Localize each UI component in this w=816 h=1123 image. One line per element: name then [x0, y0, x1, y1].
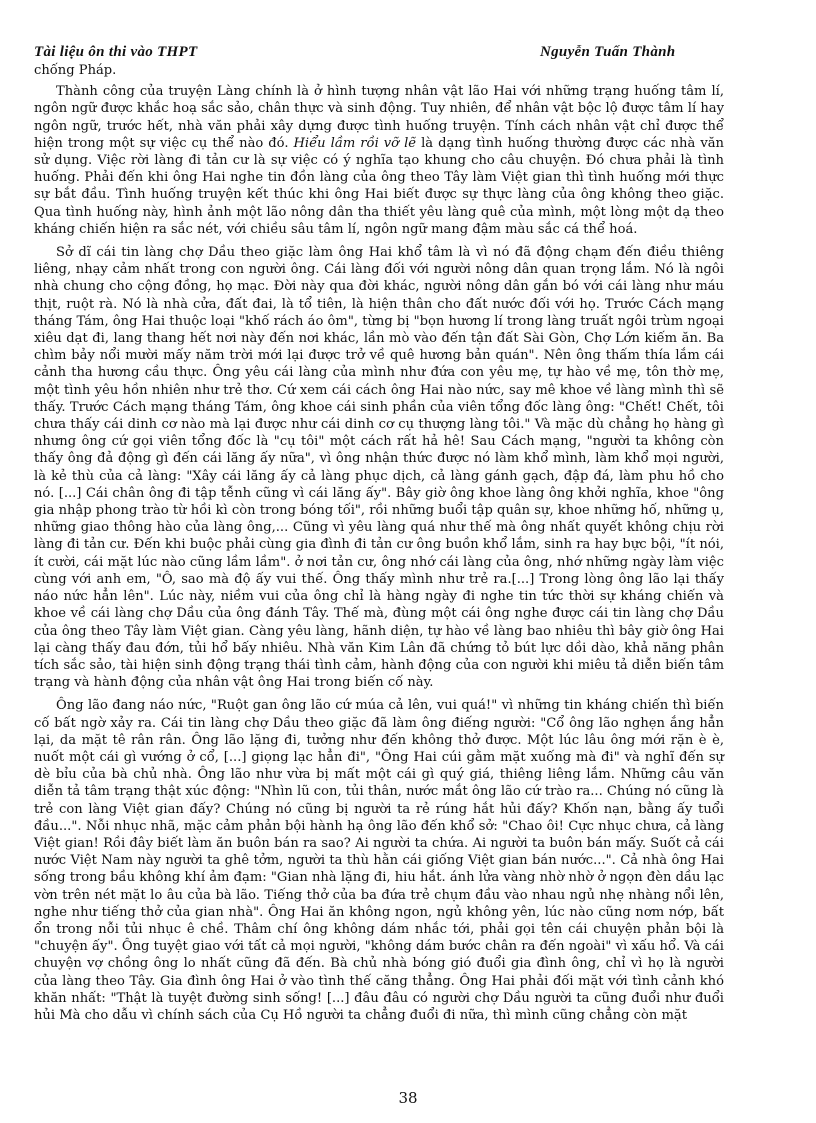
page-number: 38 — [398, 1089, 418, 1107]
paragraph-2: Sở dĩ cái tin làng chợ Dầu theo giặc làm ông Hai khổ tâm là vì nó đã động chạm đến điều thiêng liêng, nhạy cảm nhất trong con người ông. Cái làng đối với người nông dân quan trọng lắm. Nó là ngôi nhà chung cho cộng đồng, họ mạc. Đời này qua đời khác, người nông dân gắn bó với cái làng như máu thịt, ruột rà. Nó là nhà cửa, đất đai, là tổ tiên, là hiện thân cho đất nước đối với họ. Trước Cách mạng tháng Tám, ông Hai thuộc loại "khố rách áo ôm", từng bị "bọn hương lí trong làng truất ngôi trùm ngoại xiêu dạt đi, lang thang hết nơi này đến nơi khác, lần mò vào đến tận đất Sài Gòn, Chợ Lớn kiếm ăn. Ba chìm bảy nổi mười mấy năm trời mới lại được trở về quê hương bản quán". Nên ông thấm thía lắm cái cảnh tha hương cầu thực. Ông yêu cái làng của mình như đứa con yêu mẹ, tự hào về mẹ, tôn thờ mẹ, một tình yêu hồn nhiên như trẻ thơ. Cứ xem cái cách ông Hai nào nức, say mê khoe về làng mình thì sẽ thấy. Trước Cách mạng tháng Tám, ông khoe cái sinh phần của viên tổng đốc làng ông: "Chết! Chết, tôi chưa thấy cái dinh cơ nào mà lại được như cái dinh cơ cụ thượng làng tôi." Và mặc dù chẳng họ hàng gì nhưng ông cứ gọi viên tổng đốc là "cụ tôi" một cách rất hả hê! Sau Cách mạng, "người ta không còn thấy ông đả động gì đến cái lăng ấy nữa", vì ông nhận thức được nó làm khổ mình, làm khổ mọi người, là kẻ thù của cả làng: "Xây cái lăng ấy cả làng phục dịch, cả làng gánh gạch, đập đá, làm phu hồ cho nó. [...] Cái chân ông đi tập tễnh cũng vì cái lăng ấy". Bây giờ ông khoe làng ông khởi nghĩa, khoe "ông gia nhập phong trào từ hồi kì còn trong bóng tối", rồi những buổi tập quân sự, khoe những hố, những ụ, những giao thông hào của làng ông,... Cũng vì yêu làng quá như thế mà ông nhất quyết không chịu rời làng đi tản cư. Đến khi buộc phải cùng gia đình đi tản cư ông buồn khổ lắm, sinh ra hay bực bội, "ít nói, ít cười, cái mặt lúc nào cũng lầm lầm". ở nơi tản cư, ông nhớ cái làng của ông, nhớ những ngày làm việc cùng với anh em, "Ô, sao mà độ ấy vui thế. Ông thấy mình như trẻ ra.[...] Trong lòng ông lão lại thấy náo nức hẳn lên". Lúc này, niềm vui của ông chỉ là hàng ngày đi nghe tin tức thời sự kháng chiến và khoe về cái làng chợ Dầu của ông đánh Tây. Thế mà, đùng một cái ông nghe được cái tin làng chợ Dầu của ông theo Tây làm Việt gian. Càng yêu làng, hãnh diện, tự hào về làng bao nhiêu thì bây giờ ông Hai lại càng thấy đau đớn, tủi hổ bấy nhiêu. Nhà văn Kim Lân đã chứng tỏ bút lực dồi dào, khả năng phân tích sắc sảo, tài hiện sinh động trạng thái tình cảm, hành động của con người khi miêu tả diễn biến tâm trạng và hành động của nhân vật ông Hai trong biến cố này. — [34, 245, 724, 691]
header-title: Tài liệu ôn thi vào THPT — [34, 44, 198, 60]
paragraph-1-italic: Hiểu lầm rồi vỡ lẽ — [293, 135, 417, 151]
header-author: Nguyễn Tuấn Thành — [540, 44, 676, 60]
paragraph-1-text: Thành công của truyện Làng chính là ở hình tượng nhân vật lão Hai với những trạng huống tâm lí, ngôn ngữ được khắc hoạ sắc sảo, chân thực và sinh động. Tuy nhiên, để nhân vật bộc lộ được tâm lí hay ngôn ngữ, trước hết, nhà văn phải xây dựng được tình huống truyện. Tính cách nhân vật chỉ được thể hiện trong một sự việc cụ thể nào đó. — [34, 84, 724, 151]
paragraph-1 — [34, 83, 724, 238]
paragraph-3: Ông lão đang náo nức, "Ruột gan ông lão cứ múa cả lên, vui quá!" vì những tin kháng chiến thì biến cố bất ngờ xảy ra. Cái tin làng chợ Dầu theo giặc đã làm ông điếng người: "Cổ ông lão nghẹn ắng hẳn lại, da mặt tê rân rân. Ông lão lặng đi, tưởng như đến không thở được. Một lúc lâu ông mới rặn è è, nuốt một cái gì vướng ở cổ, [...] giọng lạc hẳn đi", "Ông Hai cúi gằm mặt xuống mà đi" và nghĩ đến sự dè bỉu của bà chủ nhà. Ông lão như vừa bị mất một cái gì quý giá, thiêng liêng lắm. Những câu văn diễn tả tâm trạng thật xúc động: "Nhìn lũ con, tủi thân, nước mắt ông lão cứ trào ra... Chúng nó cũng là trẻ con làng Việt gian đấy? Chúng nó cũng bị người ta rẻ rúng hắt hủi đấy? Khốn nạn, bằng ấy tuổi đầu...". Nỗi nhục nhã, mặc cảm phản bội hành hạ ông lão đến khổ sở: "Chao ôi! Cực nhục chưa, cả làng Việt gian! Rồi đây biết làm ăn buôn bán ra sao? Ai người ta chứa. Ai người ta buôn bán mấy. Suốt cả cái nước Việt Nam này người ta ghê tởm, người ta thù hằn cái giống Việt gian bán nước...". Cả nhà ông Hai sống trong bầu không khí ảm đạm: "Gian nhà lặng đi, hiu hắt. ánh lửa vàng nhờ nhờ ở ngọn đèn dầu lạc vờn trên nét mặt lo âu của bà lão. Tiếng thở của ba đứa trẻ chụm đầu vào nhau ngủ nhẹ nhàng nổi lên, nghe như tiếng thở của gian nhà". Ông Hai ăn không ngon, ngủ không yên, lúc nào cũng nơm nớp, bất ổn trong nỗi tủi nhục ê chề. Thâm chí ông không dám nhắc tới, phải gọi tên cái chuyện phản bội là "chuyện ấy". Ông tuyệt giao với tất cả mọi người, "không dám bước chân ra đến ngoài" vì xấu hổ. Và cái chuyện vợ chồng ông lo nhất cũng đã đến. Bà chủ nhà bóng gió đuổi gia đình ông, chỉ vì họ là người của làng theo Tây. Gia đình ông Hai ở vào tình thế căng thẳng. Ông Hai phải đối mặt với tình cảnh khó khăn nhất: "Thật là tuyệt đường sinh sống! [...] đâu đâu có người chợ Dầu người ta cũng đuổi như đuổi hủi Mà cho dẫu vì chính sách của Cụ Hồ người ta chẳng đuổi đi nữa, thì mình cũng chẳng còn mặt — [34, 698, 724, 1023]
body-text — [34, 62, 724, 1024]
paragraph-continuation: chống Pháp. — [34, 63, 117, 78]
paragraph-1-rest: là dạng tình huống thường được các nhà văn sử dụng. Việc rời làng đi tản cư là sự việc có ý nghĩa tạo khung cho câu chuyện. Đó chưa phải là tình huống. Phải đến khi ông Hai nghe tin đồn làng của ông theo Tây làm Việt gian thì tình huống mới thực sự bắt đầu. Tình huống truyện kết thúc khi ông Hai biết được sự thực làng của ông không theo giặc. Qua tình huống này, hình ảnh một lão nông dân tha thiết yêu làng quê của mình, một lòng một dạ theo kháng chiến hiện ra sắc nét, với chiều sâu tâm lí, ngôn ngữ mang đậm màu sắc cá thể hoá. — [34, 135, 724, 237]
